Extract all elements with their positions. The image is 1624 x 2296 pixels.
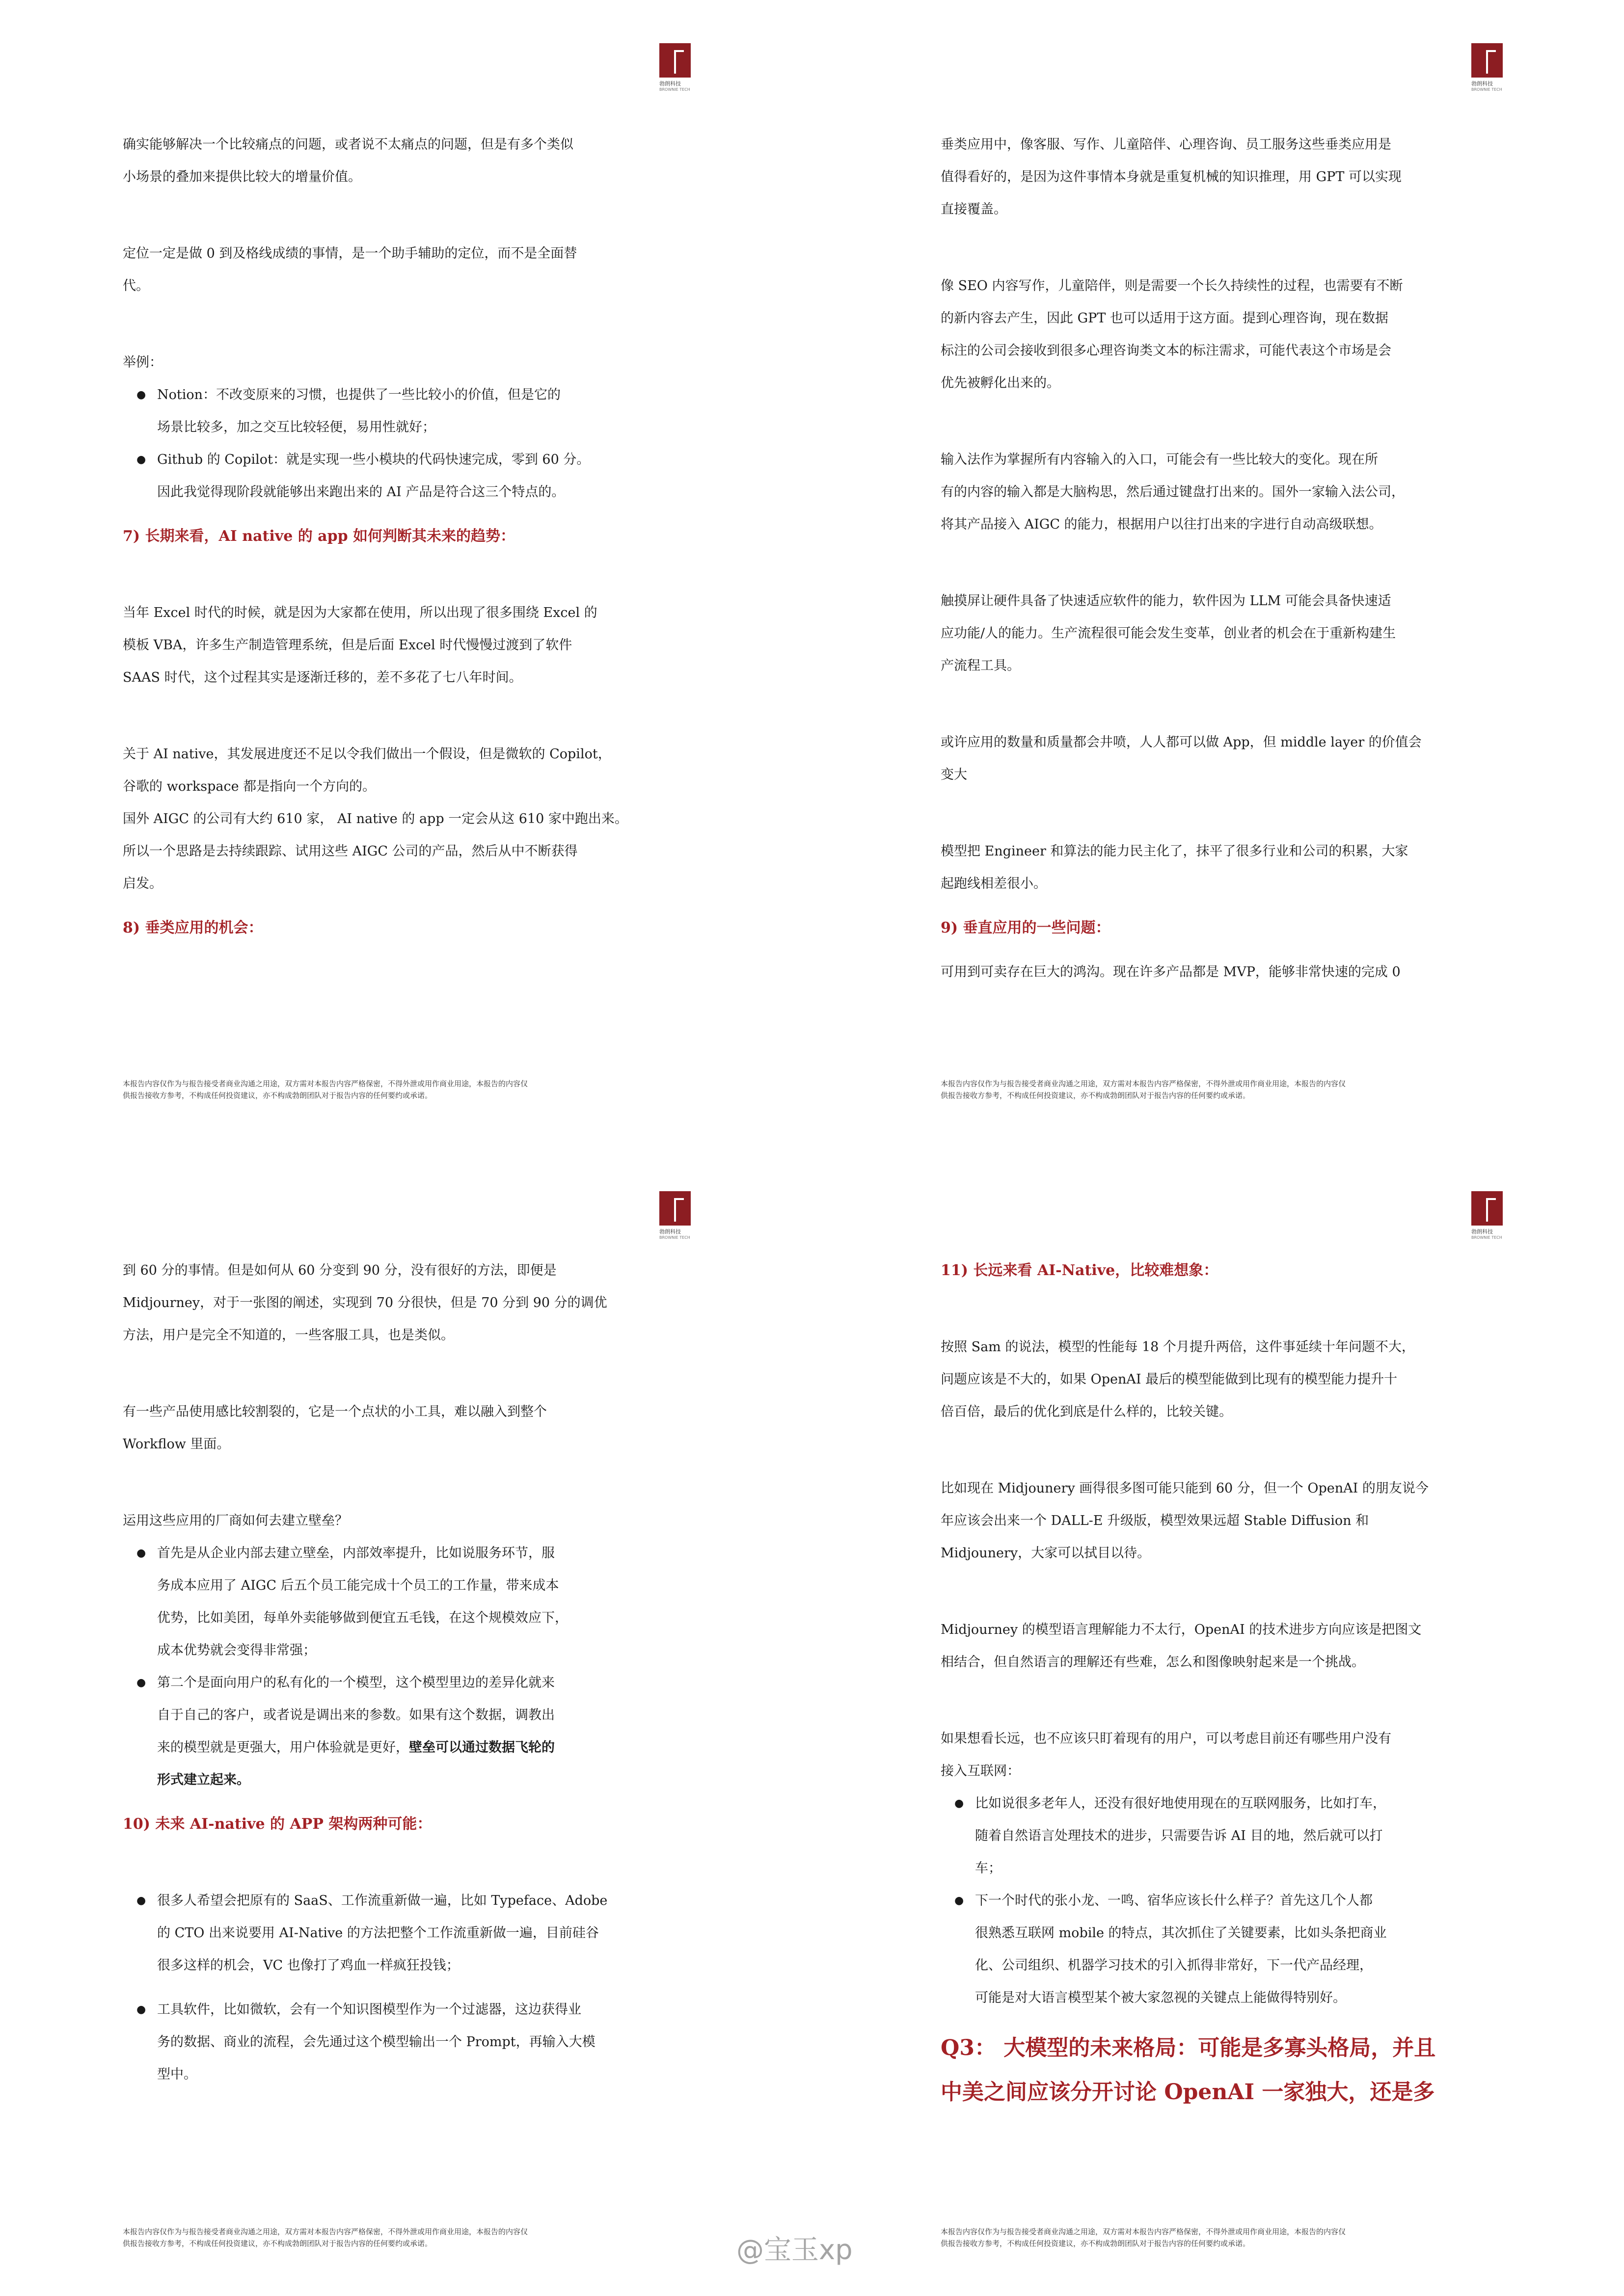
paragraph-line: 所以一个思路是去持续跟踪、试用这些 AIGC 公司的产品，然后从中不断获得 (123, 844, 578, 859)
weibo-watermark: @宝玉xp (736, 2234, 853, 2266)
paragraph-line: 如果想看长远，也不应该只盯着现有的用户，可以考虑目前还有哪些用户没有 (941, 1731, 1391, 1746)
paragraph-line: 到 60 分的事情。但是如何从 60 分变到 90 分，没有很好的方法，即便是 (123, 1263, 557, 1278)
paragraph-line: 产流程工具。 (941, 658, 1020, 673)
paragraph-line: Midjourney，对于一张图的阐述，实现到 70 分很快，但是 70 分到 90 分的调优 (123, 1295, 607, 1310)
paragraph-line: 应功能/人的能力。生产流程很可能会发生变革，创业者的机会在于重新构建生 (941, 626, 1396, 641)
example-list (123, 379, 687, 508)
page-body (123, 1255, 687, 2091)
logo-mark-icon (1471, 43, 1503, 78)
paragraph-line: 按照 Sam 的说法，模型的性能每 18 个月提升两倍，这件事延续十年问题不大， (941, 1339, 1415, 1355)
disclaimer-footer: 本报告内容仅作为与报告接受者商业沟通之用途，双方需对本报告内容严格保密，不得外泄或用作商业用途，本报告的内容仅 供报告接收方参考，不构成任何投资建议，亦不构成勃朗团队对于报告内容的任何要约或承诺。 (123, 2227, 528, 2248)
list-item: ● Notion：不改变原来的习惯，也提供了一些比较小的价值，但是它的 场景比较多，加之交互比较轻便，易用性就好； (123, 379, 687, 444)
paragraph-line: 或许应用的数量和质量都会井喷，人人都可以做 App，但 middle layer 的价值会 (941, 735, 1422, 750)
moat-list (123, 1537, 687, 1796)
logo-sub: BROWNIE TECH (659, 87, 690, 92)
paragraph-line: 当年 Excel 时代的时候，就是因为大家都在使用，所以出现了很多围绕 Excel 的 (123, 605, 597, 620)
paragraph-line: 起跑线相差很小。 (941, 876, 1047, 891)
page-2 (812, 0, 1624, 1148)
paragraph-line: 关于 AI native，其发展进度还不足以令我们做出一个假设，但是微软的 Copilot， (123, 747, 611, 762)
section-heading-8: 8) 垂类应用的机会： (123, 919, 263, 936)
paragraph-line: 有一些产品使用感比较割裂的，它是一个点状的小工具，难以融入到整个 (123, 1404, 547, 1419)
list-item: ● 第二个是面向用户的私有化的一个模型，这个模型里边的差异化就来 自于自己的客户，或者说是调出来的参数。如果有这个数据，调教出 来的模型就是更强大，用户体验就是更好，壁垒可以通过数据飞轮的 形式建立起来。 (123, 1667, 687, 1796)
list-item: ● 比如说很多老年人，还没有很好地使用现在的互联网服务，比如打车， 随着自然语言处理技术的进步，只需要告诉 AI 目的地，然后就可以打 车； (941, 1788, 1505, 1885)
section-heading-11: 11) 长远来看 AI-Native，比较难想象： (941, 1262, 1218, 1279)
logo-sub: BROWNIE TECH (1471, 1235, 1502, 1240)
paragraph-line: 谷歌的 workspace 都是指向一个方向的。 (123, 779, 376, 794)
paragraph-line: 触摸屏让硬件具备了快速适应软件的能力，软件因为 LLM 可能会具备快速适 (941, 593, 1391, 609)
paragraph-line: 标注的公司会接收到很多心理咨询类文本的标注需求，可能代表这个市场是会 (941, 343, 1391, 358)
paragraph-line: 垂类应用中，像客服、写作、儿童陪伴、心理咨询、员工服务这些垂类应用是 (941, 137, 1391, 152)
section-heading-9: 9) 垂直应用的一些问题： (941, 919, 1110, 936)
page-4 (812, 1148, 1624, 2296)
paragraph-line: 国外 AIGC 的公司有大约 610 家， AI native 的 app 一定会从这 610 家中跑出来。 (123, 811, 628, 827)
page-body (941, 1255, 1505, 2114)
page-1 (0, 0, 812, 1148)
disclaimer-footer: 本报告内容仅作为与报告接受者商业沟通之用途，双方需对本报告内容严格保密，不得外泄或用作商业用途，本报告的内容仅 供报告接收方参考，不构成任何投资建议，亦不构成勃朗团队对于报告内容的任何要约或承诺。 (941, 1079, 1346, 1100)
paragraph-line: 小场景的叠加来提供比较大的增量价值。 (123, 169, 361, 185)
paragraph-line: 相结合，但自然语言的理解还有些难，怎么和图像映射起来是一个挑战。 (941, 1655, 1365, 1670)
paragraph-line: 模型把 Engineer 和算法的能力民主化了，抹平了很多行业和公司的积累，大家 (941, 844, 1408, 859)
disclaimer-footer: 本报告内容仅作为与报告接受者商业沟通之用途，双方需对本报告内容严格保密，不得外泄或用作商业用途，本报告的内容仅 供报告接收方参考，不构成任何投资建议，亦不构成勃朗团队对于报告内容的任何要约或承诺。 (123, 1079, 528, 1100)
logo-name: 勃朗科技 (1471, 80, 1493, 87)
logo-name: 勃朗科技 (659, 1228, 681, 1235)
paragraph-line: 模板 VBA，许多生产制造管理系统，但是后面 Excel 时代慢慢过渡到了软件 (123, 638, 572, 653)
section-heading-7: 7) 长期来看，AI native 的 app 如何判断其未来的趋势： (123, 528, 515, 545)
q3-heading: Q3： 大模型的未来格局：可能是多寡头格局，并且 中美之间应该分开讨论 OpenAI 一家独大，还是多 (941, 2035, 1436, 2105)
paragraph-line: 优先被孵化出来的。 (941, 375, 1060, 391)
logo-mark-icon (659, 43, 691, 78)
paragraph-line: 倍百倍，最后的优化到底是什么样的，比较关键。 (941, 1404, 1232, 1419)
paragraph-line: Midjounery，大家可以拭目以待。 (941, 1546, 1151, 1561)
example-label: 举例： (123, 355, 162, 370)
list-item: ● Github 的 Copilot：就是实现一些小模块的代码快速完成，零到 60 分。 因此我觉得现阶段就能够出来跑出来的 AI 产品是符合这三个特点的。 (123, 444, 687, 508)
page-3 (0, 1148, 812, 2296)
logo-name: 勃朗科技 (1471, 1228, 1493, 1235)
paragraph-line: 输入法作为掌握所有内容输入的入口，可能会有一些比较大的变化。现在所 (941, 452, 1378, 467)
section-heading-10: 10) 未来 AI-native 的 APP 架构两种可能： (123, 1815, 432, 1833)
paragraph-line: Workflow 里面。 (123, 1437, 230, 1452)
page-body (941, 129, 1505, 988)
future-users-list (941, 1788, 1505, 2014)
architecture-list (123, 1885, 687, 2091)
paragraph-line: 的新内容去产生，因此 GPT 也可以适用于这方面。提到心理咨询，现在数据 (941, 311, 1388, 326)
brand-logo (1471, 43, 1506, 92)
paragraph-line: 年应该会出来一个 DALL-E 升级版，模型效果远超 Stable Diffusion 和 (941, 1513, 1369, 1528)
disclaimer-footer: 本报告内容仅作为与报告接受者商业沟通之用途，双方需对本报告内容严格保密，不得外泄或用作商业用途，本报告的内容仅 供报告接收方参考，不构成任何投资建议，亦不构成勃朗团队对于报告内容的任何要约或承诺。 (941, 2227, 1346, 2248)
paragraph-line: 问题应该是不大的，如果 OpenAI 最后的模型能做到比现有的模型能力提升十 (941, 1372, 1398, 1387)
logo-mark-icon (1471, 1191, 1503, 1226)
paragraph-line: 比如现在 Midjounery 画得很多图可能只能到 60 分，但一个 OpenAI 的朋友说今 (941, 1481, 1429, 1496)
brand-logo (1471, 1191, 1506, 1240)
paragraph-line: 变大 (941, 767, 967, 782)
logo-sub: BROWNIE TECH (1471, 87, 1502, 92)
paragraph-line: 方法，用户是完全不知道的，一些客服工具，也是类似。 (123, 1328, 454, 1343)
paragraph-line: 将其产品接入 AIGC 的能力，根据用户以往打出来的字进行自动高级联想。 (941, 517, 1382, 532)
paragraph-line: 运用这些应用的厂商如何去建立壁垒？ (123, 1513, 348, 1528)
paragraph-line: 定位一定是做 0 到及格线成绩的事情，是一个助手辅助的定位，而不是全面替 (123, 246, 577, 261)
paragraph-line: 接入互联网： (941, 1763, 1020, 1779)
page-body (123, 129, 687, 944)
paragraph-line: 值得看好的，是因为这件事情本身就是重复机械的知识推理，用 GPT 可以实现 (941, 169, 1402, 185)
brand-logo (659, 1191, 694, 1240)
logo-sub: BROWNIE TECH (659, 1235, 690, 1240)
logo-name: 勃朗科技 (659, 80, 681, 87)
list-item: ● 工具软件，比如微软，会有一个知识图模型作为一个过滤器，这边获得业 务的数据、商业的流程，会先通过这个模型输出一个 Prompt，再输入大模 型中。 (123, 1994, 687, 2091)
paragraph-line: 确实能够解决一个比较痛点的问题，或者说不太痛点的问题，但是有多个类似 (123, 137, 573, 152)
list-item: ● 下一个时代的张小龙、一鸣、宿华应该长什么样子？首先这几个人都 很熟悉互联网 mobile 的特点，其次抓住了关键要素，比如头条把商业 化、公司组织、机器学习技术的引入抓得非常好，下一代产品经理， 可能是对大语言模型某个被大家忽视的关键点上能做得特别好。 (941, 1885, 1505, 2014)
paragraph-line: 启发。 (123, 876, 162, 891)
list-item: ● 很多人希望会把原有的 SaaS、工作流重新做一遍，比如 Typeface、Adobe 的 CTO 出来说要用 AI-Native 的方法把整个工作流重新做一遍，目前硅谷 很多这样的机会，VC 也像打了鸡血一样疯狂投钱； (123, 1885, 687, 1982)
paragraph-line: 代。 (123, 278, 149, 294)
paragraph-line: Midjourney 的模型语言理解能力不太行，OpenAI 的技术进步方向应该是把图文 (941, 1622, 1422, 1637)
logo-mark-icon (659, 1191, 691, 1226)
paragraph-line: SAAS 时代，这个过程其实是逐渐迁移的，差不多花了七八年时间。 (123, 670, 522, 685)
paragraph-line: 像 SEO 内容写作，儿童陪伴，则是需要一个长久持续性的过程，也需要有不断 (941, 278, 1403, 294)
paragraph-line: 有的内容的输入都是大脑构思，然后通过键盘打出来的。国外一家输入法公司， (941, 484, 1405, 500)
paragraph-line: 可用到可卖存在巨大的鸿沟。现在许多产品都是 MVP，能够非常快速的完成 0 (941, 964, 1401, 980)
brand-logo (659, 43, 694, 92)
paragraph-line: 直接覆盖。 (941, 202, 1007, 217)
list-item: ● 首先是从企业内部去建立壁垒，内部效率提升，比如说服务环节，服 务成本应用了 AIGC 后五个员工能完成十个员工的工作量，带来成本 优势，比如美团，每单外卖能够做到便宜五毛钱，在这个规模效应下， 成本优势就会变得非常强； (123, 1537, 687, 1667)
